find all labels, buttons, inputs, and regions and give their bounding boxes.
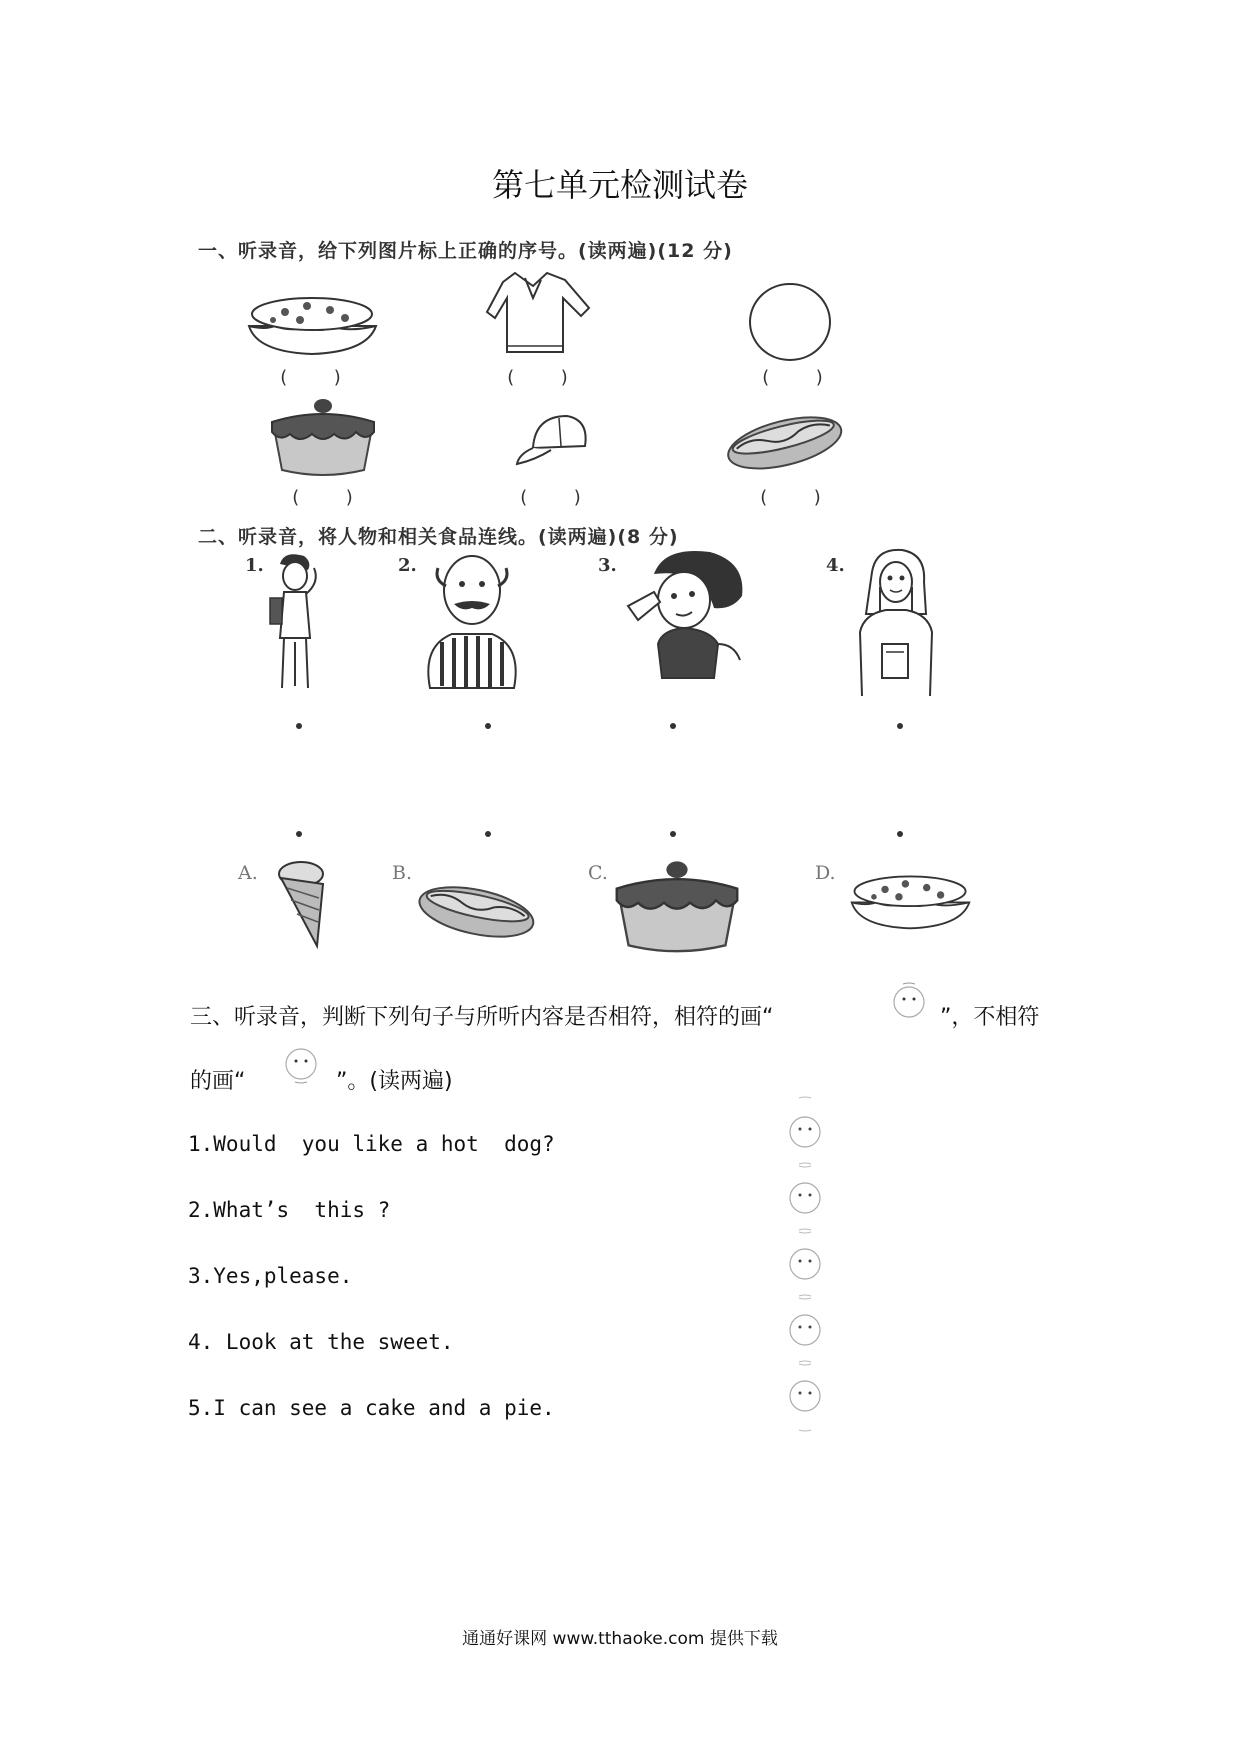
footer-text: 通通好课网 www.tthaoke.com 提供下载 <box>462 1629 778 1649</box>
question-3: 3.Yes,please. <box>188 1264 353 1288</box>
cap-icon <box>515 410 595 470</box>
food-dot-c[interactable] <box>670 831 676 837</box>
person-dot-4[interactable] <box>897 723 903 729</box>
person-number-2: 2. <box>398 555 417 576</box>
food-letter-c: C. <box>588 862 608 884</box>
person-number-3: 3. <box>598 555 617 576</box>
food-letter-d: D. <box>815 862 836 884</box>
question-5: 5.I can see a cake and a pie. <box>188 1396 555 1420</box>
sad-face-icon <box>284 1044 318 1084</box>
woman-icon <box>846 548 946 698</box>
section3-line2-start: 的画“ <box>190 1069 246 1094</box>
section2-heading: 二、听录音，将人物和相关食品连线。(读两遍)(8 分) <box>198 526 679 548</box>
hot-dog-icon-b <box>415 874 540 944</box>
question-2: 2.What’s this ? <box>188 1198 391 1222</box>
girl-icon <box>614 548 764 683</box>
pie-icon <box>245 292 380 357</box>
smile-face-icon <box>892 982 926 1022</box>
cake-icon <box>268 398 378 478</box>
answer-face-icon-4[interactable] <box>788 1294 822 1366</box>
food-dot-a[interactable] <box>296 831 302 837</box>
answer-face-icon-5[interactable] <box>788 1360 822 1432</box>
section3-line1-start: 三、听录音，判断下列句子与所听内容是否相符，相符的画“ <box>190 1005 774 1030</box>
answer-face-icon-3[interactable] <box>788 1228 822 1300</box>
person-number-1: 1. <box>245 555 264 576</box>
answer-paren-1[interactable]: ( ) <box>278 367 344 388</box>
egg-icon <box>748 282 833 362</box>
food-dot-d[interactable] <box>897 831 903 837</box>
ice-cream-icon <box>275 858 335 948</box>
answer-paren-2[interactable]: ( ) <box>505 367 571 388</box>
person-number-4: 4. <box>826 555 845 576</box>
sweater-icon <box>485 268 595 358</box>
answer-face-icon-2[interactable] <box>788 1162 822 1234</box>
boy-icon <box>262 552 332 692</box>
food-letter-b: B. <box>392 862 413 884</box>
answer-paren-5[interactable]: ( ) <box>518 487 584 508</box>
hot-dog-icon <box>722 405 847 475</box>
answer-paren-6[interactable]: ( ) <box>758 487 824 508</box>
section3-line1-end: ”，不相符 <box>940 1005 1040 1030</box>
question-1: 1.Would you like a hot dog? <box>188 1132 555 1156</box>
question-4: 4. Look at the sweet. <box>188 1330 454 1354</box>
person-dot-3[interactable] <box>670 723 676 729</box>
section1-heading: 一、听录音，给下列图片标上正确的序号。(读两遍)(12 分) <box>198 240 733 262</box>
cake-icon-c <box>612 860 742 955</box>
section3-line2-end: ”。(读两遍) <box>336 1069 453 1094</box>
grandpa-icon <box>412 550 532 690</box>
pie-icon-d <box>848 870 973 932</box>
answer-paren-4[interactable]: ( ) <box>290 487 356 508</box>
answer-face-icon-1[interactable] <box>788 1096 822 1168</box>
food-dot-b[interactable] <box>485 831 491 837</box>
person-dot-1[interactable] <box>296 723 302 729</box>
page-title: 第七单元检测试卷 <box>491 166 748 204</box>
person-dot-2[interactable] <box>485 723 491 729</box>
food-letter-a: A. <box>238 862 258 884</box>
answer-paren-3[interactable]: ( ) <box>760 367 826 388</box>
